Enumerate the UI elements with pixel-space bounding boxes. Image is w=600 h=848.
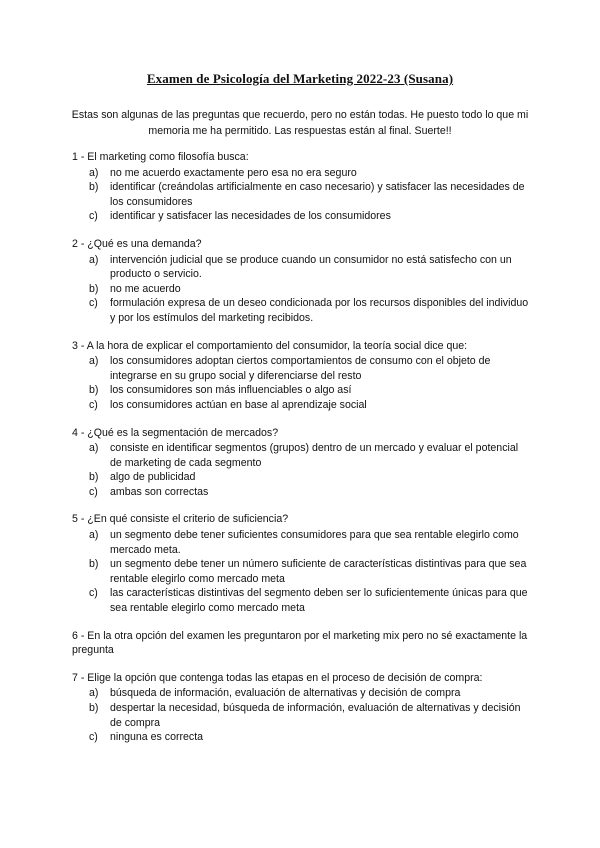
option-text: no me acuerdo exactamente pero esa no era seguro bbox=[110, 166, 357, 179]
answer-option bbox=[72, 686, 532, 701]
answer-option bbox=[72, 209, 532, 224]
answer-option bbox=[72, 253, 532, 282]
answer-option bbox=[72, 730, 532, 745]
option-text: no me acuerdo bbox=[110, 282, 181, 295]
question-text: 1 - El marketing como filosofía busca: bbox=[72, 151, 249, 163]
question-text: 3 - A la hora de explicar el comportamiento del consumidor, la teoría social dice que: bbox=[72, 339, 468, 352]
option-text: los consumidores adoptan ciertos comportamientos de consumo con el objeto de integrarse en su grupo social y diferenciarse del resto bbox=[110, 355, 491, 382]
options-list bbox=[72, 354, 532, 412]
option-label: c) bbox=[89, 587, 98, 600]
option-text: algo de publicidad bbox=[110, 471, 196, 484]
question-1 bbox=[72, 150, 532, 224]
answer-option bbox=[72, 441, 532, 470]
option-label: c) bbox=[89, 485, 98, 498]
answer-option bbox=[72, 296, 532, 325]
option-label: b) bbox=[89, 558, 99, 571]
option-text: las características distintivas del segmento deben ser lo suficientemente únicas para que sea rentable elegirlo como mercado meta bbox=[110, 587, 528, 615]
question-6 bbox=[72, 629, 532, 658]
answer-option bbox=[72, 485, 532, 500]
answer-option bbox=[72, 586, 532, 615]
answer-option bbox=[72, 528, 532, 557]
option-text: búsqueda de información, evaluación de alternativas y decisión de compra bbox=[110, 687, 461, 700]
option-text: ninguna es correcta bbox=[110, 731, 204, 744]
option-text: un segmento debe tener suficientes consumidores para que sea rentable elegirlo como mercado meta. bbox=[110, 529, 519, 556]
answer-option bbox=[72, 557, 532, 586]
option-label: b) bbox=[89, 384, 99, 397]
answer-option bbox=[72, 383, 532, 398]
options-list bbox=[72, 441, 532, 499]
option-text: los consumidores actúan en base al aprendizaje social bbox=[110, 398, 367, 411]
answer-option bbox=[72, 282, 532, 297]
document-title: Examen de Psicología del Marketing 2022-23 (Susana) bbox=[146, 71, 454, 86]
question-7 bbox=[72, 671, 532, 745]
answer-option bbox=[72, 166, 532, 181]
option-label: b) bbox=[89, 471, 99, 484]
option-label: b) bbox=[89, 702, 99, 714]
option-label: a) bbox=[89, 529, 99, 542]
option-label: a) bbox=[89, 355, 99, 368]
questions-list bbox=[72, 150, 532, 758]
option-label: a) bbox=[89, 687, 99, 700]
option-label: a) bbox=[89, 442, 99, 455]
options-list bbox=[72, 686, 532, 744]
question-3 bbox=[72, 339, 532, 413]
option-label: a) bbox=[89, 166, 99, 179]
options-list bbox=[72, 528, 532, 616]
options-list bbox=[72, 166, 532, 224]
answer-option bbox=[72, 701, 532, 730]
question-text: 4 - ¿Qué es la segmentación de mercados? bbox=[72, 426, 279, 439]
option-text: intervención judicial que se produce cuando un consumidor no está satisfecho con un producto o servicio. bbox=[110, 253, 512, 281]
answer-option bbox=[72, 354, 532, 383]
option-label: c) bbox=[89, 731, 98, 744]
question-text: 7 - Elige la opción que contenga todas las etapas en el proceso de decisión de compra: bbox=[72, 671, 483, 684]
option-text: ambas son correctas bbox=[110, 485, 209, 498]
question-4 bbox=[72, 426, 532, 500]
question-text: 2 - ¿Qué es una demanda? bbox=[72, 237, 202, 250]
option-label: c) bbox=[89, 210, 98, 223]
answer-option bbox=[72, 180, 532, 209]
intro-paragraph: Estas son algunas de las preguntas que recuerdo, pero no están todas. He puesto todo lo que mi memoria me ha permitido. Las respuestas están al final. Suerte!! bbox=[71, 109, 529, 137]
question-2 bbox=[72, 237, 532, 326]
option-text: consiste en identificar segmentos (grupos) dentro de un mercado y evaluar el potencial de marketing de cada segmento bbox=[110, 442, 519, 469]
option-label: b) bbox=[89, 282, 99, 295]
answer-option bbox=[72, 398, 532, 413]
option-text: formulación expresa de un deseo condicionada por los recursos disponibles del individuo y por los estímulos del marketing recibidos. bbox=[110, 297, 529, 324]
option-text: un segmento debe tener un número suficiente de características distintivas para que sea rentable elegirlo como mercado meta bbox=[110, 558, 527, 585]
option-text: identificar y satisfacer las necesidades de los consumidores bbox=[110, 210, 391, 223]
option-text: los consumidores son más influenciables o algo así bbox=[110, 384, 352, 397]
question-text: 5 - ¿En qué consiste el criterio de suficiencia? bbox=[72, 513, 289, 526]
option-label: c) bbox=[89, 398, 98, 411]
option-text: identificar (creándolas artificialmente en caso necesario) y satisfacer las necesidades de los consumidores bbox=[110, 181, 525, 208]
answer-option bbox=[72, 470, 532, 485]
options-list bbox=[72, 253, 532, 326]
option-text: despertar la necesidad, búsqueda de información, evaluación de alternativas y decisión de compra bbox=[110, 702, 521, 729]
question-5 bbox=[72, 512, 532, 615]
option-label: c) bbox=[89, 297, 98, 310]
option-label: a) bbox=[89, 253, 99, 266]
option-label: b) bbox=[89, 181, 99, 194]
question-text: 6 - En la otra opción del examen les preguntaron por el marketing mix pero no sé exactamente la pregunta bbox=[72, 629, 528, 657]
